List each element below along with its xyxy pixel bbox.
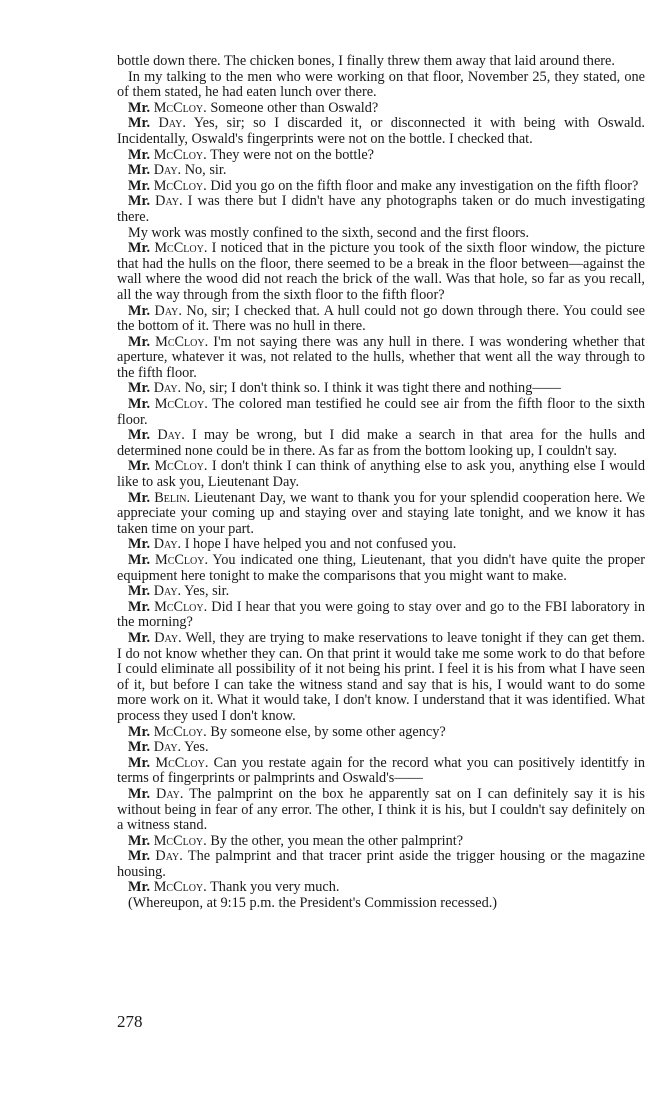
paragraph-text: Did you go on the fifth floor and make any investigation on the fifth floor? [210,177,639,194]
paragraph-text: Yes, sir; so I discarded it, or disconnected it with being with Oswald. Incidentally, Oswald's fingerprints were not on the bottle. I checked that. [117,115,645,147]
speaker-name: McCloy. [153,177,207,194]
speaker-label [128,583,181,599]
speaker-label [128,162,181,178]
speaker-name: McCloy. [155,754,209,771]
paragraph-text: In my talking to the men who were working on that floor, November 25, they stated, one of them stated, he had eaten lunch over there. [117,68,645,101]
speaker-title: Mr. [128,754,151,771]
testimony-paragraph [117,584,645,600]
speaker-title: Mr. [128,146,151,163]
speaker-name: Day. [153,536,182,553]
speaker-name: Belin. [154,489,191,506]
testimony-paragraph [117,194,645,225]
testimony-paragraph [117,116,645,147]
paragraph-text: No, sir. [184,162,227,179]
speaker-title: Mr. [128,193,151,210]
speaker-name: McCloy. [153,99,207,116]
speaker-name: McCloy. [155,333,209,350]
speaker-name: McCloy. [154,240,208,257]
speaker-label [128,427,185,443]
speaker-label [128,552,208,568]
testimony-paragraph [117,459,645,490]
speaker-name: Day. [156,785,184,802]
speaker-name: McCloy. [153,723,207,740]
paragraph-text: Thank you very much. [210,879,340,896]
speaker-title: Mr. [128,832,151,849]
page-number: 278 [117,1012,143,1031]
testimony-paragraph [117,101,645,117]
paragraph-text: Lieutenant Day, we want to thank you for your splendid cooperation here. We appreciate your coming up and staying over and staying late tonight, and we know it has taken time on your part. [117,489,646,537]
testimony-paragraph [117,491,645,538]
paragraph-text: They were not on the bottle? [210,146,375,163]
testimony-paragraph [117,179,645,195]
paragraph-text: Did I hear that you were going to stay over and go to the FBI laboratory in the morning? [117,598,646,631]
speaker-title: Mr. [128,536,151,553]
speaker-name: Day. [154,629,182,646]
speaker-name: Day. [155,848,183,865]
speaker-name: Day. [153,583,182,600]
testimony-paragraph [117,397,645,428]
speaker-title: Mr. [128,552,151,568]
speaker-label [128,879,207,895]
testimony-paragraph [117,148,645,164]
speaker-title: Mr. [128,848,151,865]
paragraph-text: Someone other than Oswald? [210,99,379,116]
speaker-title: Mr. [128,380,151,397]
speaker-label [128,334,208,350]
speaker-title: Mr. [128,99,151,116]
speaker-name: McCloy. [153,879,207,896]
testimony-paragraph [117,756,645,787]
testimony-paragraph [117,849,645,880]
speaker-label [128,458,207,474]
paragraph-text: I noticed that in the picture you took of the sixth floor window, the picture that had the hulls on the floor, there seemed to be a break in the floor between—against the wall where the wood did not reach the brick of the wall. Was that hole, so far as you recall, all the way through from the sixth floor to the fifth floor? [117,240,646,303]
testimony-paragraph [117,631,645,725]
speaker-title: Mr. [128,879,151,896]
paragraph-text: The colored man testified he could see air from the fifth floor to the sixth floor. [117,396,645,428]
speaker-label [128,630,182,646]
testimony-paragraph [117,241,645,303]
speaker-title: Mr. [128,396,151,413]
speaker-label [128,178,207,194]
paragraph-text: You indicated one thing, Lieutenant, that you didn't have quite the proper equipment here tonight to make the comparisons that you might want to make. [117,552,646,584]
speaker-name: McCloy. [154,396,208,413]
testimony-paragraph [117,880,645,896]
paragraph-text: I hope I have helped you and not confused you. [184,536,457,553]
speaker-label [128,490,190,506]
testimony-paragraph [117,725,645,741]
speaker-label [128,786,183,802]
speaker-label [128,848,183,864]
speaker-name: McCloy. [153,146,207,163]
paragraph-text: I was there but I didn't have any photographs taken or do much investigating there. [117,193,646,225]
speaker-title: Mr. [128,583,151,600]
paragraph-text: By the other, you mean the other palmprint? [210,832,464,849]
testimony-paragraph [117,834,645,850]
paragraph-text: Well, they are trying to make reservations to leave tonight if they can get them. I do not know whether they can. On that print it would take me some work to do that before I could eliminate all possibility of it not being his print. I feel it is his from what I have seen of it, but before I can take the witness stand and say that is his, I would want to do some more work on it. What it would take, I don't know. I understand that it was identified. What process they used I don't know. [117,629,645,724]
speaker-title: Mr. [128,489,151,506]
paragraph-text: Can you restate again for the record what you can positively identitfy in terms of fingerprints or palmprints and Oswald's—— [117,754,645,787]
testimony-paragraph [117,600,645,631]
speaker-name: Day. [158,115,186,132]
speaker-name: McCloy. [154,552,209,568]
testimony-paragraph [117,304,645,335]
speaker-label [128,739,181,755]
speaker-label [128,303,182,319]
testimony-paragraph [117,787,645,834]
speaker-title: Mr. [128,629,151,646]
paragraph-text: bottle down there. The chicken bones, I finally threw them away that laid around there. [117,53,615,69]
speaker-label [128,100,207,116]
text-paragraph [117,226,645,242]
paragraph-text: The palmprint on the box he apparently sat on I can definitely say it is his without being in fear of any error. The other, I think it is his, but I couldn't say definitely on a witness stand. [117,785,645,834]
testimony-paragraph [117,740,645,756]
speaker-title: Mr. [128,240,151,257]
speaker-title: Mr. [128,115,151,132]
speaker-title: Mr. [128,333,151,350]
paragraph-text: Yes. [184,739,209,756]
text-paragraph [117,896,645,912]
speaker-label [128,193,183,209]
speaker-label [128,724,207,740]
paragraph-text: No, sir; I don't think so. I think it was tight there and nothing—— [184,380,561,397]
speaker-title: Mr. [128,739,151,756]
text-paragraph [117,54,645,70]
testimony-paragraph [117,553,645,584]
speaker-title: Mr. [128,177,151,194]
speaker-label [128,755,208,771]
paragraph-text: I may be wrong, but I did make a search in that area for the hulls and determined none could be in there. As far as from the bottom looking up, I couldn't say. [117,427,646,459]
paragraph-text: Yes, sir. [184,583,230,600]
transcript-page [117,54,645,912]
text-paragraph [117,70,645,101]
paragraph-text: I don't think I can think of anything else to ask you, anything else I would like to ask you, Lieutenant Day. [117,458,645,491]
speaker-name: Day. [153,739,182,756]
speaker-name: Day. [153,162,182,179]
testimony-paragraph [117,537,645,553]
paragraph-text: My work was mostly confined to the sixth, second and the first floors. [128,224,530,241]
testimony-paragraph [117,428,645,459]
speaker-name: McCloy. [154,458,208,475]
speaker-name: Day. [157,427,185,444]
speaker-label [128,380,181,396]
paragraph-text: No, sir; I checked that. A hull could not go down through there. You could see the bottom of it. There was no hull in there. [117,302,645,335]
speaker-title: Mr. [128,458,151,475]
testimony-paragraph [117,381,645,397]
paragraph-text: By someone else, by some other agency? [210,723,446,740]
speaker-title: Mr. [128,302,151,319]
speaker-label [128,599,207,615]
speaker-name: Day. [155,193,183,210]
paragraph-text: The palmprint and that tracer print aside the trigger housing or the magazine housing. [117,848,645,880]
speaker-label [128,147,207,163]
speaker-title: Mr. [128,162,151,179]
speaker-name: Day. [153,380,182,397]
speaker-title: Mr. [128,598,151,615]
paragraph-text: I'm not saying there was any hull in there. I was wondering whether that aperture, whatever it was, not related to the hulls, whether that went all the way through to the fifth floor. [117,333,645,381]
speaker-name: Day. [154,302,182,319]
speaker-label [128,396,208,412]
speaker-title: Mr. [128,427,151,444]
paragraph-text: (Whereupon, at 9:15 p.m. the President's Commission recessed.) [128,895,498,912]
speaker-title: Mr. [128,785,151,802]
testimony-paragraph [117,335,645,382]
speaker-label [128,240,207,256]
testimony-paragraph [117,163,645,179]
speaker-label [128,536,181,552]
speaker-label [128,833,207,849]
speaker-name: McCloy. [154,598,208,615]
speaker-title: Mr. [128,723,151,740]
speaker-label [128,115,186,131]
speaker-name: McCloy. [153,832,207,849]
